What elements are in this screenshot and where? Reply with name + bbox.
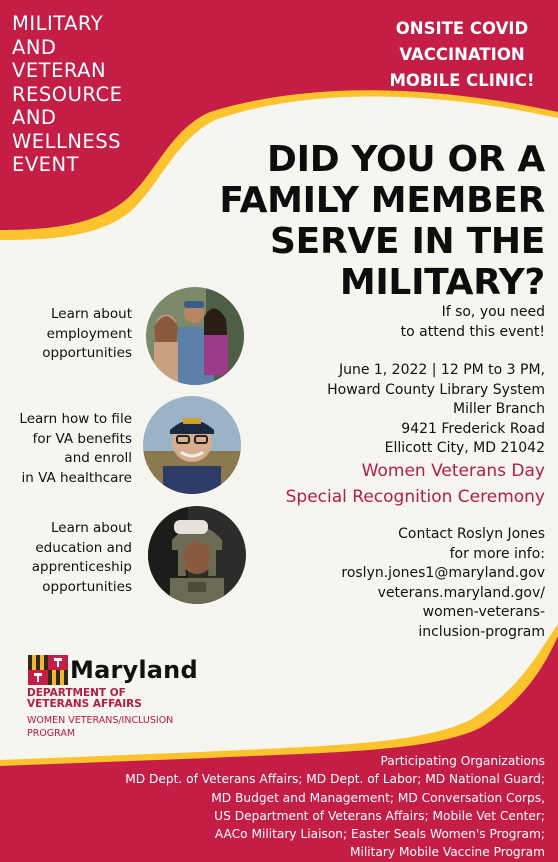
event-details: June 1, 2022 | 12 PM to 3 PM, Howard County Library System Miller Branch 9421 Frederick Road Ellicott City, MD 21042 xyxy=(327,362,545,456)
headline: DID YOU OR A FAMILY MEMBER SERVE IN THE MILITARY? xyxy=(219,139,545,303)
contact-info: Contact Roslyn Jones for more info: roslyn.jones1@maryland.gov veterans.maryland.gov/ women-veterans- inclusion-program xyxy=(341,526,545,640)
military-family-photo xyxy=(146,287,244,385)
ceremony-text: Women Veterans Day Special Recognition Ceremony xyxy=(285,461,545,507)
maryland-wordmark: Maryland xyxy=(70,656,198,684)
program-name: WOMEN VETERANS/INCLUSION PROGRAM xyxy=(27,715,174,739)
benefit-education-text: Learn about education and apprenticeship opportunities xyxy=(31,520,132,595)
clinic-banner: ONSITE COVID VACCINATION MOBILE CLINIC! xyxy=(389,19,535,90)
maryland-flag-icon xyxy=(28,655,68,685)
invite-text: If so, you need to attend this event! xyxy=(400,304,545,340)
woman-soldier-photo xyxy=(148,506,246,604)
department-name: DEPARTMENT OF VETERANS AFFAIRS xyxy=(27,687,142,710)
veteran-portrait-photo xyxy=(143,396,241,494)
benefit-employment-text: Learn about employment opportunities xyxy=(42,306,132,361)
benefit-va-text: Learn how to file for VA benefits and enroll in VA healthcare xyxy=(19,411,132,486)
event-title: MILITARY AND VETERAN RESOURCE AND WELLNESS EVENT xyxy=(12,12,123,176)
participating-organizations: Participating Organizations MD Dept. of Veterans Affairs; MD Dept. of Labor; MD National Guard; MD Budget and Management; MD Conversation Corps, US Department of Veterans Affairs; Mobile Vet Center; AACo Military Liaison; Easter Seals Women's Program; Military Mobile Vaccine Program xyxy=(125,754,545,860)
